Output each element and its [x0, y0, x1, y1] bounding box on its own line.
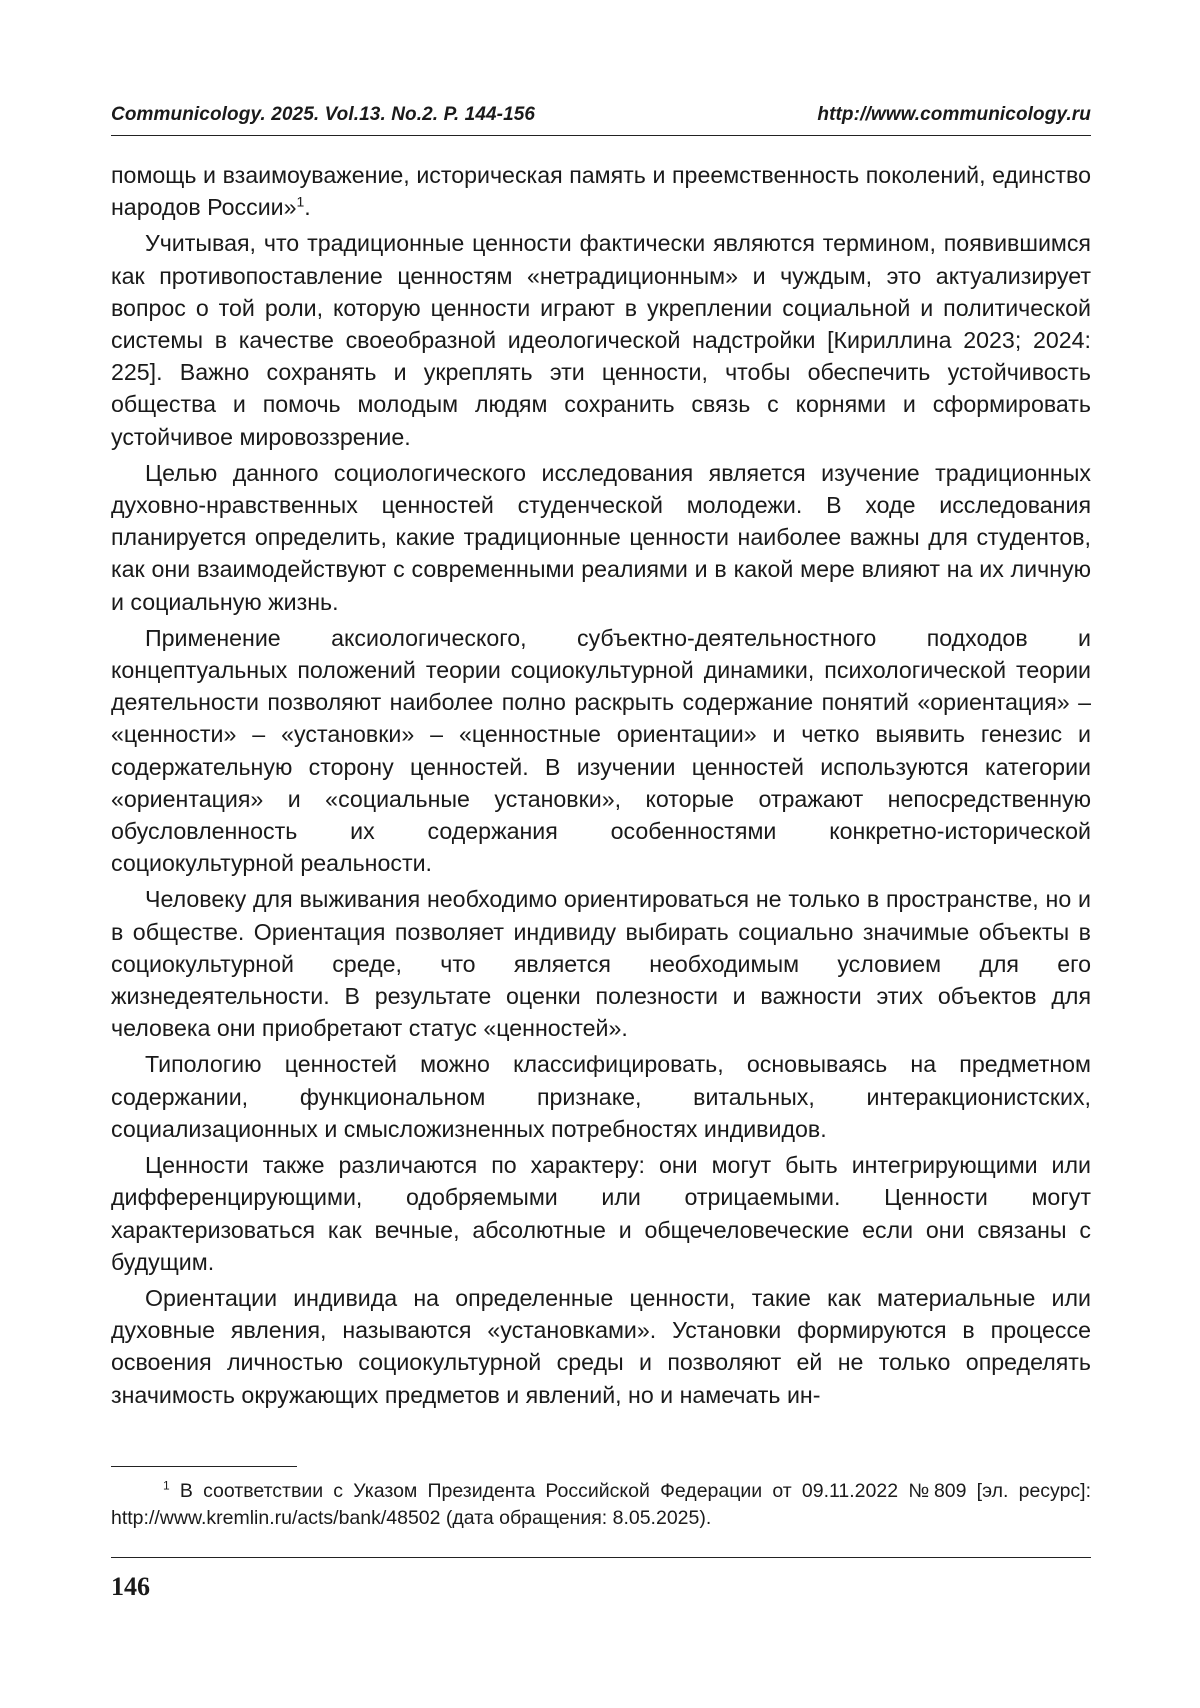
paragraph: Ориентации индивида на определенные ценности, такие как материальные или духовные явления, называются «установками». Установки формируются в процессе освоения личностью социокультурной среды и позволяют ей не только определять значимость окружающих предметов и явлений, но и намечать ин-: [111, 1284, 1091, 1408]
paragraph: Ценности также различаются по характеру: они могут быть интегрирующими или дифференцирующими, одобряемыми или отрицаемыми. Ценности могут характеризоваться как вечные, абсолютные и общечеловеческие если они связаны с будущим.: [111, 1152, 1091, 1275]
paragraph: Человеку для выживания необходимо ориентироваться не только в пространстве, но и в обществе. Ориентация позволяет индивиду выбирать социально значимые объекты в социокультурной среде, что является необходимым условием для его жизнедеятельности. В результате оценки полезности и важности этих объектов для человека они приобретают статус «ценностей».: [111, 886, 1091, 1042]
page-number: 146: [111, 1572, 150, 1601]
article-body: [111, 159, 1091, 1415]
footer-rule: [111, 1557, 1091, 1558]
paragraph: Целью данного социологического исследования является изучение традиционных духовно-нравственных ценностей студенческой молодежи. В ходе исследования планируется определить, какие традиционные ценности наиболее важны для студентов, как они взаимодействуют с современными реалиями и в какой мере влияют на их личную и социальную жизнь.: [111, 459, 1091, 615]
paragraph-continued: помощь и взаимоуважение, историческая память и преемственность поколений, единство народов России»$^1$.: [111, 162, 1091, 221]
footnote-reference[interactable]: 1: [296, 193, 305, 210]
header-rule: [111, 135, 1091, 136]
footnote-rule: [111, 1466, 297, 1467]
journal-citation: Communicology. 2025. Vol.13. No.2. P. 144-156: [111, 104, 536, 125]
footnote-marker: 1: [163, 1478, 170, 1493]
running-header: [111, 104, 1091, 126]
journal-url[interactable]: http://www.communicology.ru: [817, 104, 1091, 125]
paragraph: Учитывая, что традиционные ценности фактически являются термином, появившимся как противопоставление ценностям «нетрадиционным» и чуждым, это актуализирует вопрос о той роли, которую ценности играют в укреплении социальной и политической системы в качестве своеобразной идеологической надстройки [Кириллина 2023; 2024: 225]. Важно сохранять и укреплять эти ценности, чтобы обеспечить устойчивость общества и помочь молодым людям сохранить связь с корнями и сформировать устойчивое мировоззрение.: [111, 230, 1091, 450]
footnote-text: В соответствии с Указом Президента Российской Федерации от 09.11.2022 №809 [эл. ресурс]: http://www.kremlin.ru/acts/bank/48502 (дата обращения: 8.05.2025).: [111, 1480, 1091, 1529]
paragraph: Типологию ценностей можно классифицировать, основываясь на предметном содержании, функциональном признаке, витальных, интеракционистских, социализационных и смысложизненных потребностях индивидов.: [111, 1051, 1091, 1142]
footnote: [111, 1478, 1091, 1532]
paragraph: Применение аксиологического, субъектно-деятельностного подходов и концептуальных положений теории социокультурной динамики, психологической теории деятельности позволяют наиболее полно раскрыть содержание понятий «ориентация» – «ценности» – «установки» – «ценностные ориентации» и четко выявить генезис и содержательную сторону ценностей. В изучении ценностей используются категории «ориентация» и «социальные установки», которые отражают непосредственную обусловленность их содержания особенностями конкретно-исторической социокультурной реальности.: [111, 624, 1091, 877]
journal-page: [111, 0, 1091, 1708]
